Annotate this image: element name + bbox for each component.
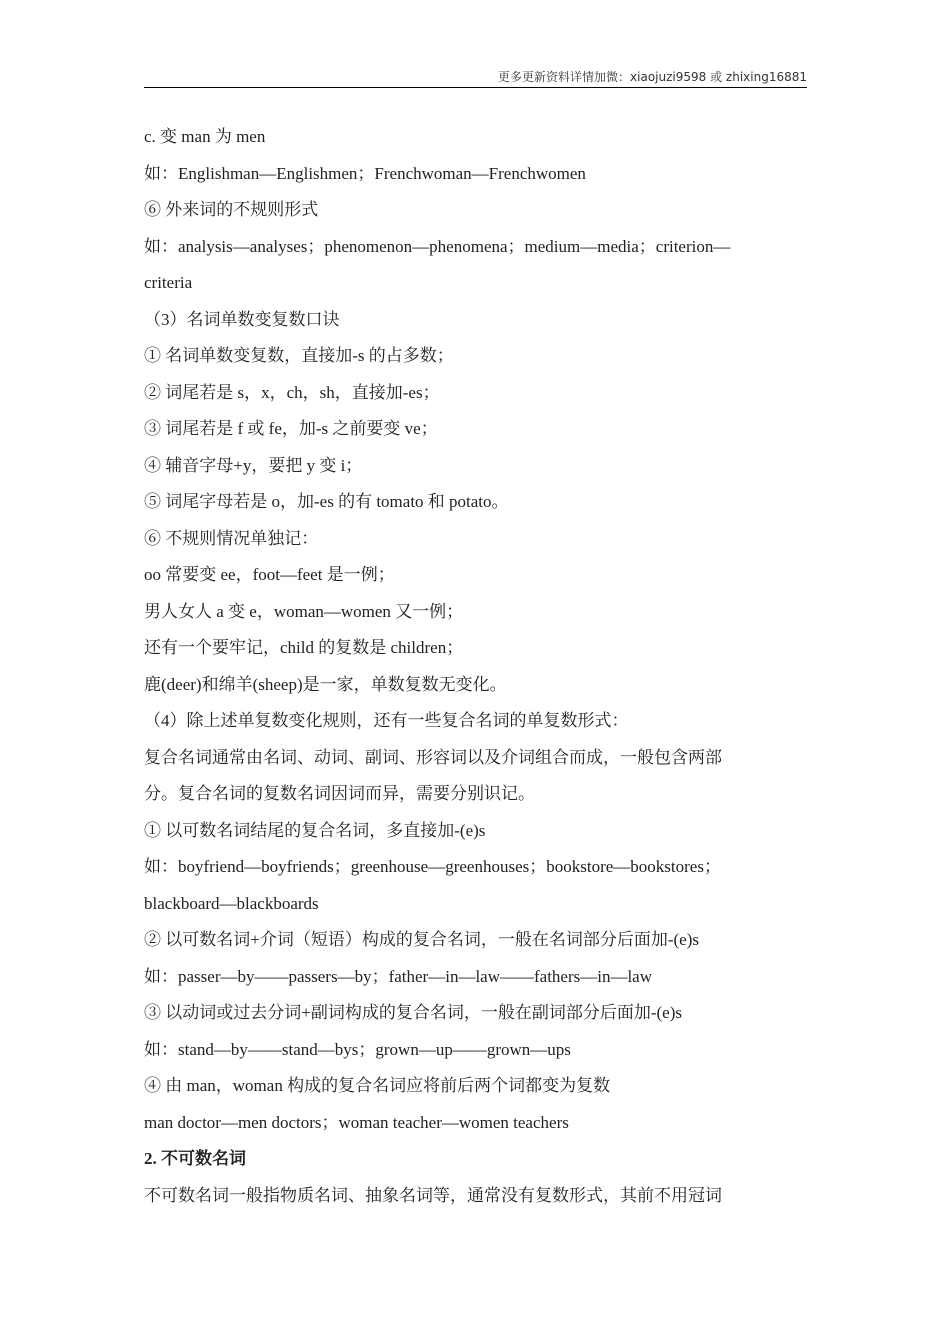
rule-item: ④ 由 man，woman 构成的复合名词应将前后两个词都变为复数 <box>144 1076 611 1095</box>
text-line: 复合名词通常由名词、动词、副词、形容词以及介词组合而成，一般包含两部 <box>144 747 722 767</box>
rule-item: ① 以可数名词结尾的复合名词，多直接加-(e)s <box>144 820 486 840</box>
rule-item: ② 词尾若是 s，x，ch，sh，直接加-es； <box>144 382 440 402</box>
section-heading: （4）除上述单复数变化规则，还有一些复合名词的单复数形式： <box>144 711 629 730</box>
text-line: criteria <box>144 273 193 292</box>
rule-item: ② 以可数名词+介词（短语）构成的复合名词，一般在名词部分后面加-(e)s <box>144 930 699 949</box>
text-line: 分。复合名词的复数名词因词而异，需要分别识记。 <box>144 784 535 803</box>
text-line: man doctor—men doctors；woman teacher—women teachers <box>144 1112 569 1132</box>
text-line: blackboard—blackboards <box>144 893 319 913</box>
text-line: c. 变 man 为 men <box>144 127 266 146</box>
text-line: 如：passer—by——passers—by；father—in—law——fathers—in—law <box>144 966 653 986</box>
document-body <box>144 119 814 1214</box>
rule-item: ③ 以动词或过去分词+副词构成的复合名词，一般在副词部分后面加-(e)s <box>144 1003 682 1022</box>
text-line: 鹿(deer)和绵羊(sheep)是一家，单数复数无变化。 <box>144 674 507 694</box>
text-line: 还有一个要牢记，child 的复数是 children； <box>144 638 464 657</box>
text-line: oo 常要变 ee，foot—feet 是一例； <box>144 565 395 584</box>
text-line: 如：analysis—analyses；phenomenon—phenomena；medium—media；criterion— <box>144 236 731 256</box>
rule-item: ⑤ 词尾字母若是 o，加-es 的有 tomato 和 potato。 <box>144 492 509 511</box>
text-line: 男人女人 a 变 e，woman—women 又一例； <box>144 601 464 621</box>
rule-item: ⑥ 不规则情况单独记： <box>144 528 319 548</box>
text-line: 不可数名词一般指物质名词、抽象名词等，通常没有复数形式，其前不用冠词 <box>144 1185 722 1205</box>
text-line: 如：stand—by——stand—bys；grown—up——grown—ups <box>144 1039 571 1059</box>
page-header <box>144 66 807 88</box>
text-line: 如：boyfriend—boyfriends；greenhouse—greenhouses；bookstore—bookstores； <box>144 857 721 876</box>
rule-item: ④ 辅音字母+y，要把 y 变 i； <box>144 455 363 475</box>
rule-item: ① 名词单数变复数，直接加-s 的占多数； <box>144 346 454 365</box>
text-line: ⑥ 外来词的不规则形式 <box>144 200 319 219</box>
header-note: 更多更新资料详情加微：xiaojuzi9598 或 zhixing16881 <box>498 70 807 84</box>
text-line: 如：Englishman—Englishmen；Frenchwoman—Frenchwomen <box>144 163 586 183</box>
section-heading: （3）名词单数变复数口诀 <box>144 309 340 329</box>
subsection-title: 2. 不可数名词 <box>144 1149 246 1168</box>
rule-item: ③ 词尾若是 f 或 fe，加-s 之前要变 ve； <box>144 419 438 438</box>
